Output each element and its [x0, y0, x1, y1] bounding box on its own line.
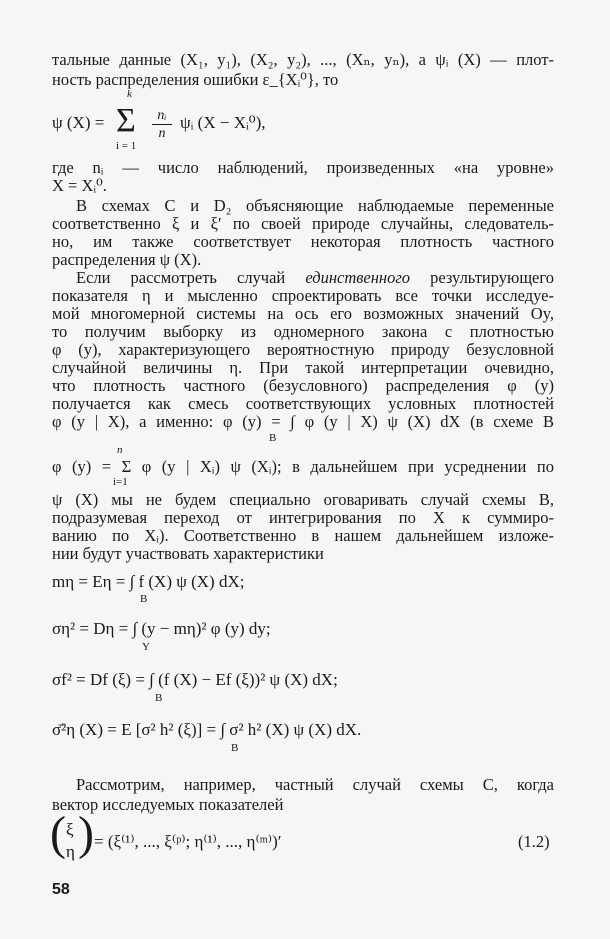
formula-sigma-f: σf² = Df (ξ) = ∫ (f (X) − Ef (ξ))² ψ (X) dX;	[52, 670, 338, 689]
formula-psi-rhs: ψᵢ (X − Xᵢ⁰),	[180, 113, 266, 132]
emphasis: единственного	[305, 268, 411, 287]
text-line: φ (y | X), а именно: φ (y) = ∫ φ (y | X) ψ (X) dX (в схеме B	[52, 412, 554, 431]
formula-sigma-eta: ση² = Dη = ∫ (y − mη)² φ (y) dy;	[52, 619, 271, 638]
text-line: ванию по Xᵢ). Соответственно в нашем дальнейшем изложе-	[52, 526, 554, 545]
right-parenthesis: )	[78, 807, 94, 860]
sum-symbol: Σ	[116, 102, 136, 139]
equation-number: (1.2)	[518, 832, 550, 851]
text-line: мой многомерной системы на ось его возможных значений Oy,	[52, 304, 554, 323]
sum-lower-limit: i = 1	[116, 140, 137, 152]
page-number: 58	[52, 881, 70, 898]
sum-upper-limit: n	[117, 444, 123, 456]
text-line: тальные данные (X₁, y₁), (X₂, y₂), ..., (Xₙ, yₙ), а ψᵢ (X) — плот-	[52, 50, 554, 69]
sum-lower-limit: i=1	[113, 476, 128, 488]
vector-xi: ξ	[66, 820, 74, 839]
integral-subscript: B	[231, 742, 239, 754]
text-line: где nᵢ — число наблюдений, произведенных «на уровне»	[52, 158, 554, 177]
text-line: ность распределения ошибки ε_{Xᵢ⁰}, то	[52, 70, 339, 89]
text-line: что плотность частного (безусловного) распределения φ (y)	[52, 376, 554, 395]
integral-subscript: B	[155, 692, 163, 704]
text-line: φ (y), характеризующего вероятностную природу безусловной	[52, 340, 554, 359]
integral-subscript: Y	[142, 641, 150, 653]
text-line: распределения ψ (X).	[52, 250, 202, 269]
text-line: нии будут участвовать характеристики	[52, 544, 324, 563]
left-parenthesis: (	[50, 807, 66, 860]
fraction-numerator: nᵢ	[157, 108, 167, 123]
text-line: ψ (X) мы не будем специально оговаривать случай схемы B,	[52, 490, 554, 509]
vector-eta: η	[66, 842, 75, 861]
fraction-denominator: n	[158, 126, 166, 141]
text-run: Если рассмотреть случай	[76, 268, 306, 287]
paragraph-start	[76, 268, 554, 288]
fraction-bar	[152, 124, 172, 125]
text-line: показателя η и мысленно спроектировать все точки исследуе-	[52, 286, 554, 305]
integral-subscript: B	[140, 593, 148, 605]
text-line: но, им также соответствует некоторая плотность частного	[52, 232, 554, 251]
text-line: φ (y) = Σ φ (y | Xᵢ) ψ (Xᵢ); в дальнейшем при усреднении по	[52, 457, 554, 476]
text-line: соответственно ξ и ξ′ по своей природе случайны, следователь-	[52, 214, 554, 233]
integral-subscript: B	[269, 432, 277, 444]
text-line: то получим выборку из одномерного закона с плотностью	[52, 322, 554, 341]
text-line: X = Xᵢ⁰.	[52, 176, 107, 195]
formula-psi-lhs: ψ (X) =	[52, 113, 105, 132]
paragraph-start: Рассмотрим, например, частный случай схемы C, когда	[76, 775, 554, 794]
text-line: получается как смесь соответствующих условных плотностей	[52, 394, 554, 413]
formula-sigma-bar: σ̄²η (X) = E [σ² h² (ξ)] = ∫ σ² h² (X) ψ (X) dX.	[52, 720, 362, 739]
text-line: вектор исследуемых показателей	[52, 795, 284, 814]
paragraph-start: В схемах C и D₂ объясняющие наблюдаемые переменные	[76, 196, 554, 215]
text-line: подразумевая переход от интегрирования по X к суммиро-	[52, 508, 554, 527]
text-line: случайной величины η. При такой интерпретации очевидно,	[52, 358, 554, 377]
sum-upper-limit: k	[127, 88, 132, 100]
text-run: результирующего	[410, 268, 554, 287]
formula-m-eta: mη = Eη = ∫ f (X) ψ (X) dX;	[52, 572, 245, 591]
formula-vector: = (ξ⁽¹⁾, ..., ξ⁽ᵖ⁾; η⁽¹⁾, ..., η⁽ᵐ⁾)′	[94, 832, 282, 851]
